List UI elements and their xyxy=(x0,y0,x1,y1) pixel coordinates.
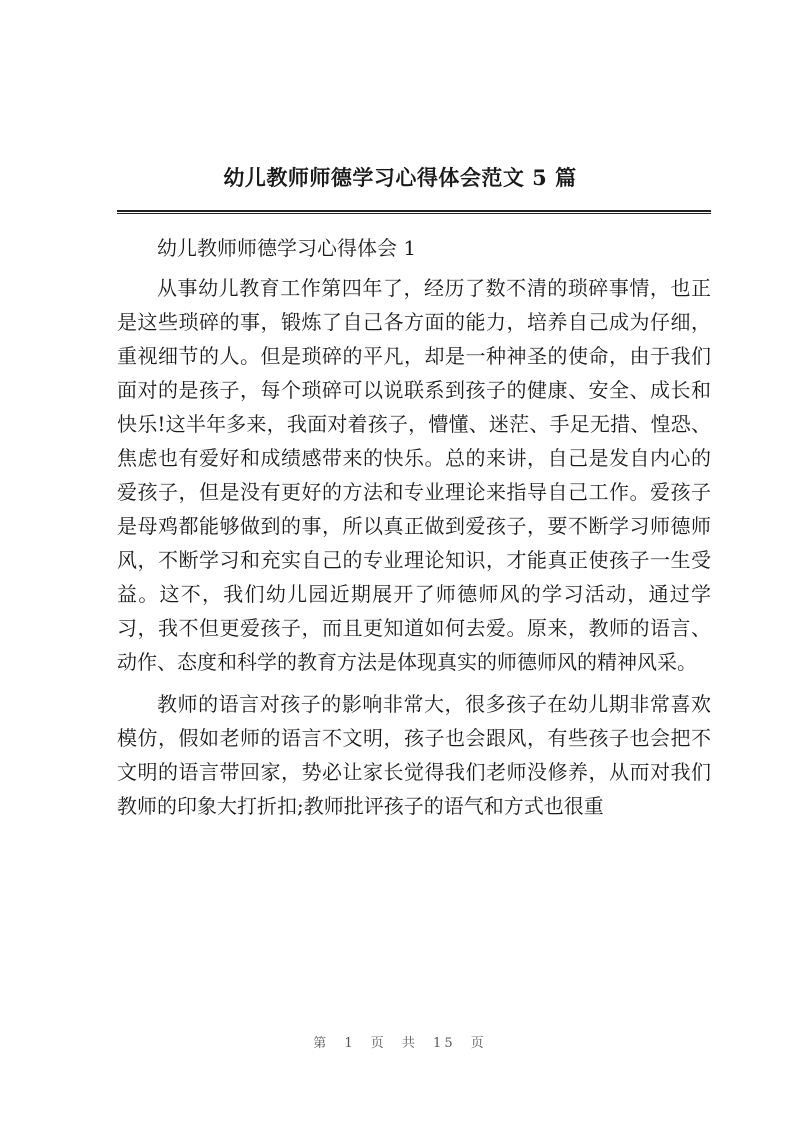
title-divider xyxy=(117,210,711,214)
paragraph-1: 从事幼儿教育工作第四年了，经历了数不清的琐碎事情，也正是这些琐碎的事，锻炼了自己各方面的能力，培养自己成为仔细，重视细节的人。但是琐碎的平凡，却是一种神圣的使命，由于我们面对的是孩子，每个琐碎可以说联系到孩子的健康、安全、成长和快乐!这半年多来，我面对着孩子，懵懂、迷茫、手足无措、惶恐、焦虑也有爱好和成绩感带来的快乐。总的来讲，自己是发自内心的爱孩子，但是没有更好的方法和专业理论来指导自己工作。爱孩子是母鸡都能够做到的事，所以真正做到爱孩子，要不断学习师德师风，不断学习和充实自己的专业理论知识，才能真正使孩子一生受益。这不，我们幼儿园近期展开了师德师风的学习活动，通过学习，我不但更爱孩子，而且更知道如何去爱。原来，教师的语言、动作、态度和科学的教育方法是体现真实的师德师风的精神风采。 xyxy=(117,276,711,674)
document-body xyxy=(117,231,711,831)
document-title: 幼儿教师师德学习心得体会范文 5 篇 xyxy=(223,165,577,190)
section-heading: 幼儿教师师德学习心得体会 1 xyxy=(157,236,417,260)
page-number-footer: 第 1 页 共 15 页 xyxy=(313,1036,487,1051)
paragraph-2: 教师的语言对孩子的影响非常大，很多孩子在幼儿期非常喜欢模仿，假如老师的语言不文明，孩子也会跟风，有些孩子也会把不文明的语言带回家，势必让家长觉得我们老师没修养，从而对我们教师的印象大打折扣;教师批评孩子的语气和方式也很重 xyxy=(117,692,711,818)
